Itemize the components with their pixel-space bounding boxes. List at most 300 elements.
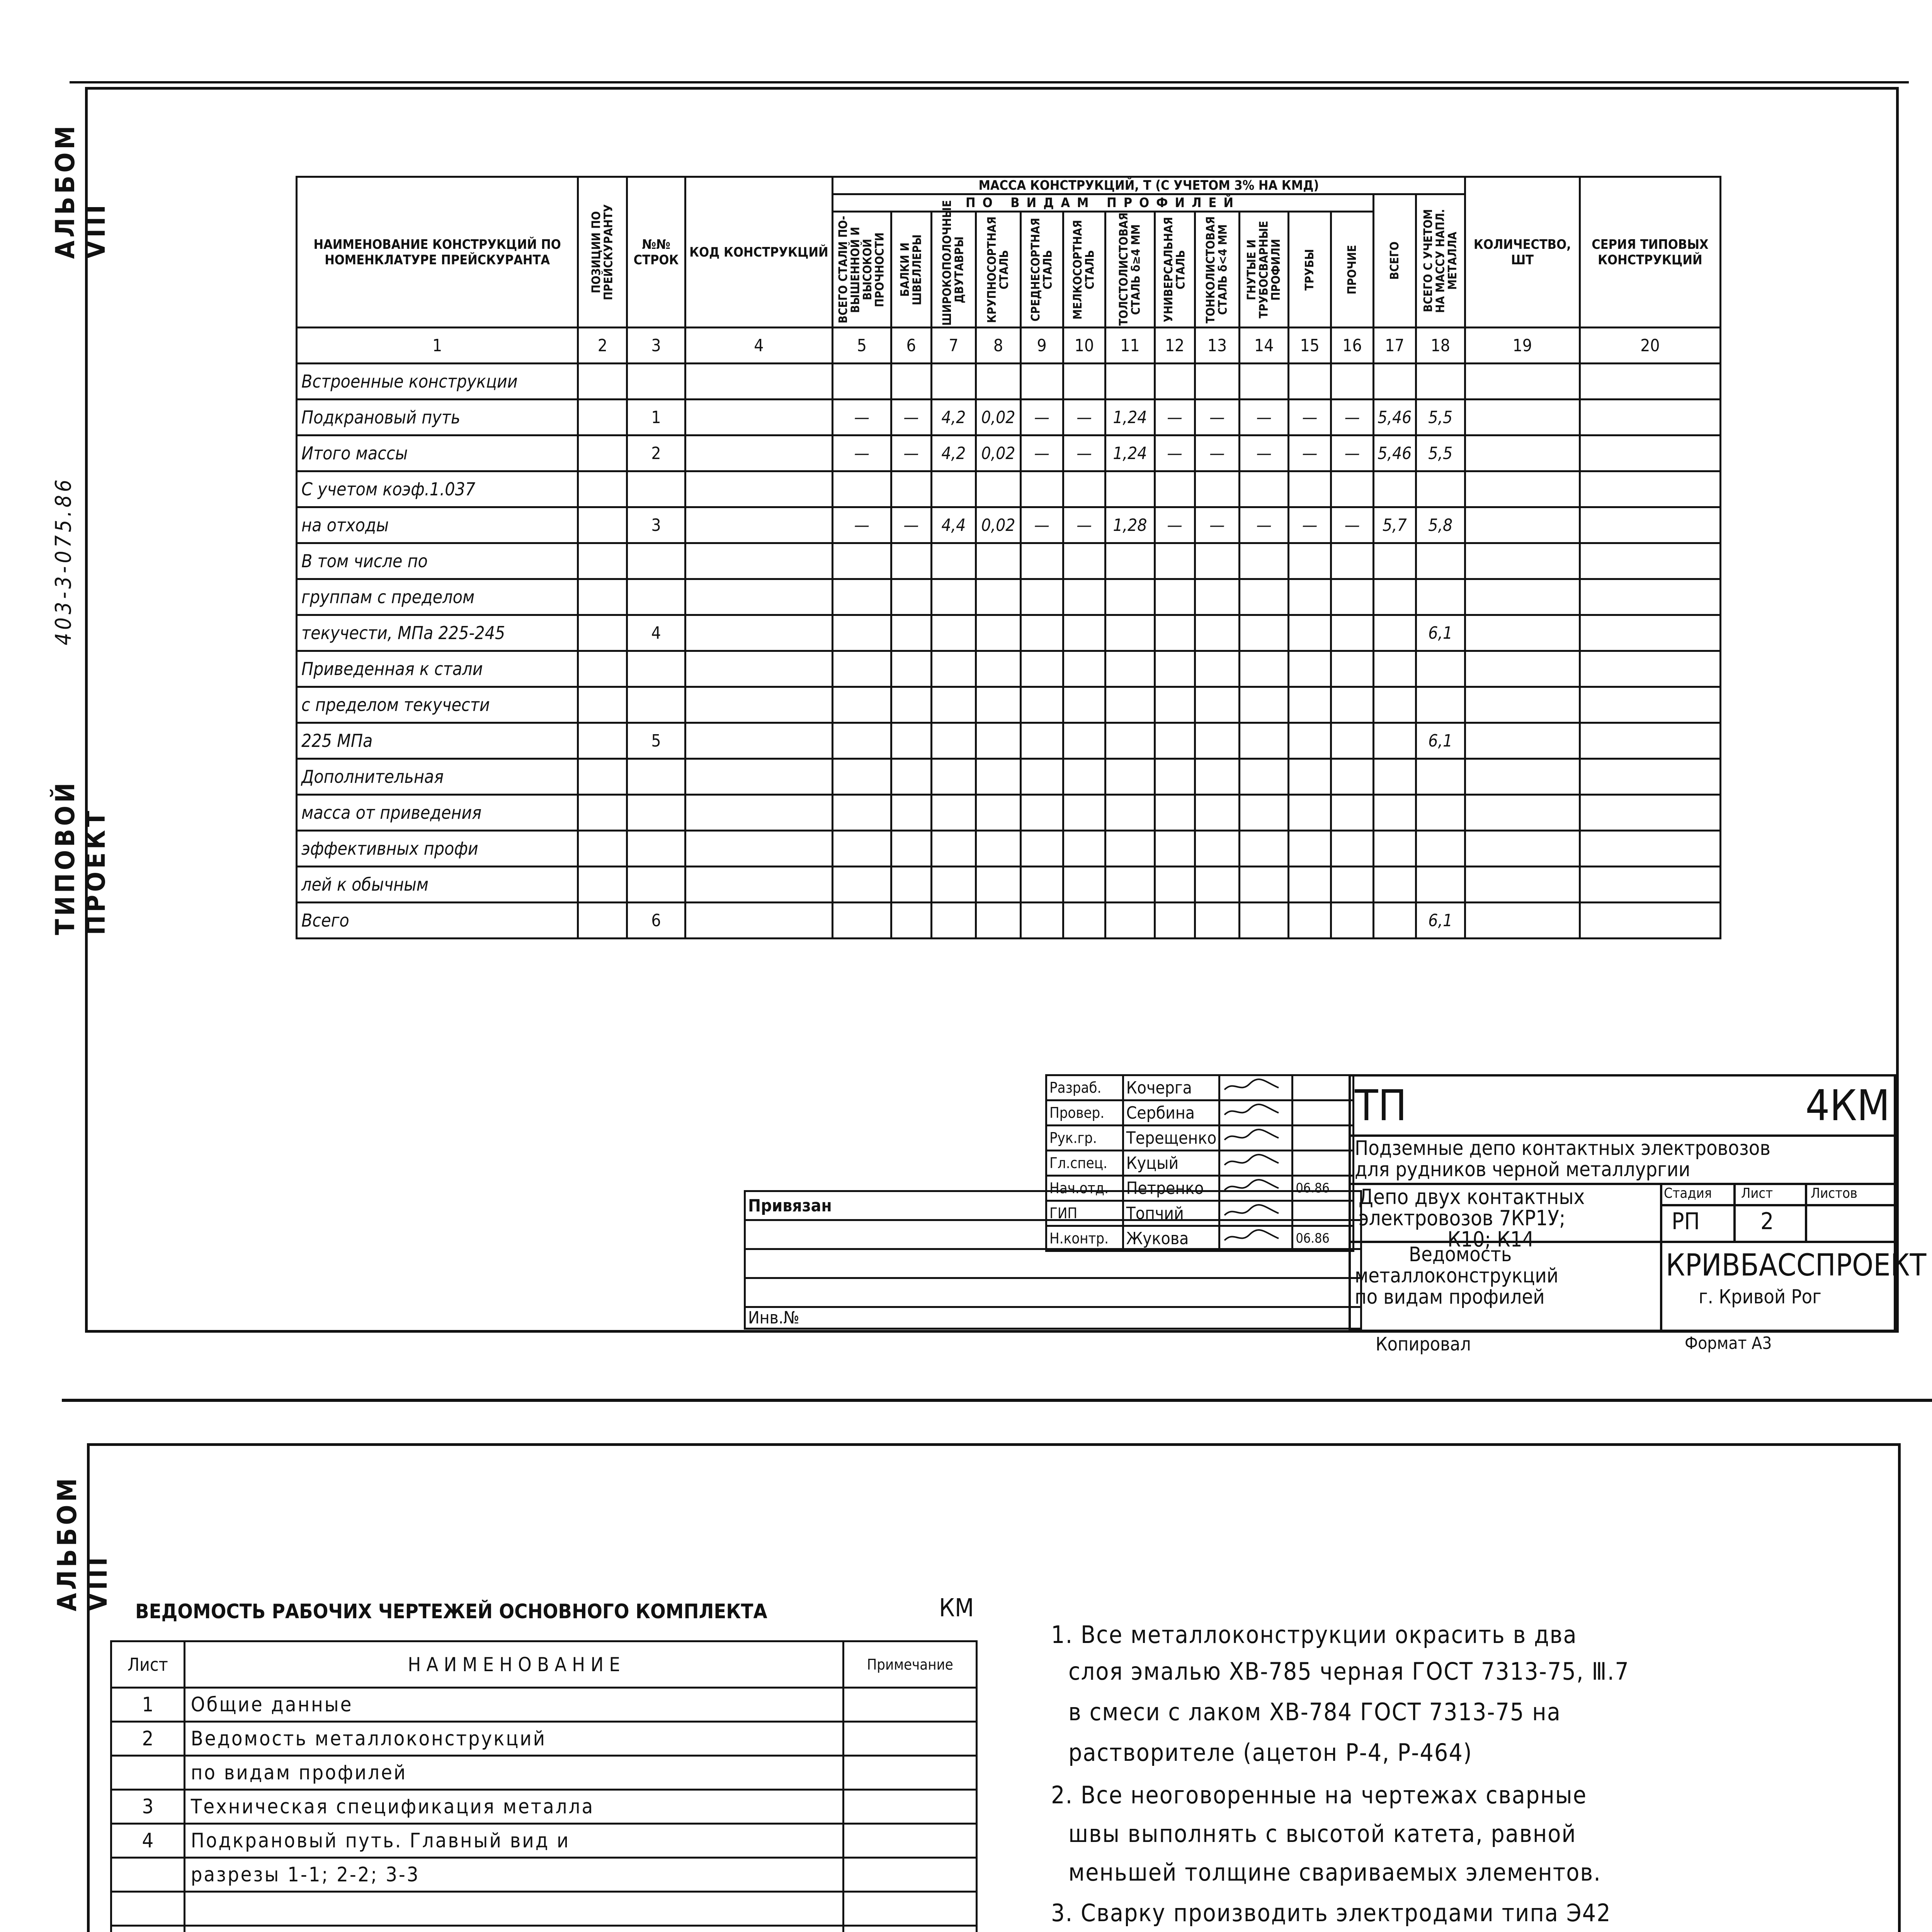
cell-value: — [833,435,891,471]
cell-value [931,579,976,615]
cell-value: — [1020,400,1063,435]
signer-date [1293,1126,1354,1151]
cell-value: — [1020,435,1063,471]
cell-value [1063,867,1105,903]
cell-value [976,471,1021,507]
tp-label: ТП [1355,1081,1407,1130]
cell-value [1020,543,1063,579]
list-sheet-title: Общие данные [184,1688,844,1722]
cell-value: 0,02 [976,507,1021,543]
cell-value [931,615,976,651]
cell-name: В том числе по [297,543,578,579]
cell-value: — [1331,400,1374,435]
col-number: 18 [1416,328,1465,364]
cell-value [1465,471,1580,507]
cell-value [1195,364,1240,400]
table-row [297,435,1721,471]
cell-value [833,795,891,831]
cell-value [891,759,931,795]
cell-value [1105,651,1155,687]
cell-value: 6,1 [1416,615,1465,651]
cell-value [1331,831,1374,867]
hc10 [1289,212,1331,328]
note-line: растворителе (ацетон Р-4, Р-464) [1068,1738,1473,1767]
cell-value [1105,579,1155,615]
cell-value [1416,795,1465,831]
cell-n: 6 [627,903,685,939]
cell-value [833,543,891,579]
vdivider [1733,1183,1736,1241]
cell-empty [578,579,627,615]
signature-mark [1223,1229,1281,1244]
hc9 [1240,212,1289,328]
list-row [111,1892,977,1926]
cell-value [1020,579,1063,615]
col-number: 4 [685,328,832,364]
note-line: швы выполнять с высотой катета, равной [1068,1820,1577,1848]
cell-empty [578,651,627,687]
sheet-1-side-code: 403-3-075.86 [51,476,76,645]
table-row [297,723,1721,759]
list-row [111,1858,977,1892]
doc-line-3: по видам профилей [1355,1286,1545,1309]
cell-value: — [1195,507,1240,543]
table-row [297,579,1721,615]
cell-name: Подкрановый путь [297,400,578,435]
cell-value [1465,687,1580,723]
cell-value [976,364,1021,400]
cell-value [1331,471,1374,507]
col-number: 17 [1373,328,1416,364]
cell-value [1580,543,1720,579]
cell-value [1155,831,1195,867]
cell-value [1105,759,1155,795]
signer-signature [1219,1201,1293,1226]
note-line: 2. Все неоговоренные на чертежах сварные [1051,1781,1587,1809]
cell-value [1063,759,1105,795]
cell-value [1373,579,1416,615]
signer-name: Куцый [1123,1151,1219,1176]
cell-empty [685,903,832,939]
cell-value [976,795,1021,831]
col-number: 20 [1580,328,1720,364]
cell-name: Встроенные конструкции [297,364,578,400]
cell-value [833,867,891,903]
cell-value [1240,651,1289,687]
cell-value [1020,723,1063,759]
cell-empty [685,651,832,687]
signer-date [1293,1100,1354,1126]
cell-name: на отходы [297,507,578,543]
col-number: 10 [1063,328,1105,364]
signer-role: Гл.спец. [1046,1151,1123,1176]
list-sheet-title [184,1926,844,1932]
cell-value [1289,867,1331,903]
cell-value [976,903,1021,939]
col-number: 3 [627,328,685,364]
doc-code: 4КМ [1805,1081,1890,1130]
cell-value [1465,364,1580,400]
cell-empty [685,507,832,543]
cell-value [1195,615,1240,651]
cell-value [1063,795,1105,831]
table-row [297,795,1721,831]
cell-value [891,795,931,831]
sheet-value: 2 [1760,1208,1774,1235]
cell-value: — [833,507,891,543]
cell-value: 4,4 [931,507,976,543]
cell-value [891,543,931,579]
cell-value [976,867,1021,903]
cell-value [891,651,931,687]
cell-value [1416,759,1465,795]
cell-n: 2 [627,435,685,471]
list-sheet-note [844,1824,977,1858]
col-number: 1 [297,328,578,364]
cell-value [833,687,891,723]
cell-n [627,795,685,831]
cell-value [891,687,931,723]
cell-empty [578,687,627,723]
cell-value [1063,364,1105,400]
cell-empty [578,615,627,651]
cell-value: — [1240,507,1289,543]
cell-value [1373,615,1416,651]
header-col: ГНУТЫЕ И ТРУБОСВАРНЫЕ ПРОФИЛИ [1245,221,1283,318]
cell-value [1465,723,1580,759]
header-num: №№ СТРОК [627,177,685,328]
cell-value [833,651,891,687]
col-number: 7 [931,328,976,364]
cell-n: 4 [627,615,685,651]
signer-role: Рук.гр. [1046,1126,1123,1151]
cell-value [1465,507,1580,543]
cell-value [1373,471,1416,507]
cell-value [1020,687,1063,723]
cell-value: 1,24 [1105,400,1155,435]
cell-value: — [1063,507,1105,543]
cell-empty [685,795,832,831]
hc5 [1063,212,1105,328]
cell-value: — [1240,435,1289,471]
cell-value [1240,795,1289,831]
cell-empty [685,867,832,903]
sub-line-2: электровозов 7КР1У; [1359,1206,1566,1230]
hc8 [1195,212,1240,328]
list-sheet-num: 1 [111,1688,185,1722]
cell-n [627,543,685,579]
divider [1660,1204,1894,1206]
signer-signature [1219,1100,1293,1126]
header-code: КОД КОНСТРУКЦИЙ [685,177,832,328]
cell-value [1580,723,1720,759]
hc7 [1155,212,1195,328]
cell-value [931,687,976,723]
list-sheet-note [844,1756,977,1790]
signature-mark [1223,1179,1281,1194]
cell-value: — [1289,435,1331,471]
cell-value [976,759,1021,795]
cell-value [1580,867,1720,903]
cell-value [1240,831,1289,867]
cell-value [931,723,976,759]
cell-value [1195,579,1240,615]
cell-value [891,364,931,400]
cell-value [1289,364,1331,400]
cell-value [1240,867,1289,903]
hc1 [891,212,931,328]
cell-value [1155,687,1195,723]
cell-name: эффективных профи [297,831,578,867]
doc-line-2: металлоконструкций [1355,1264,1559,1287]
cell-value [1416,543,1465,579]
cell-value [1331,543,1374,579]
cell-value [1416,579,1465,615]
cell-value [931,903,976,939]
signer-role: Разраб. [1046,1075,1123,1100]
list-row [111,1926,977,1932]
signer-signature [1219,1075,1293,1100]
cell-value [1465,543,1580,579]
signer-role: Провер. [1046,1100,1123,1126]
cell-value: — [1063,435,1105,471]
cell-value [1020,867,1063,903]
signer-name: Топчий [1123,1201,1219,1226]
cell-value [1195,867,1240,903]
cell-value [1465,759,1580,795]
note-line: 1. Все металлоконструкции окрасить в два [1051,1621,1577,1649]
cell-value: 1,24 [1105,435,1155,471]
hc2 [931,200,976,328]
cell-name: с пределом текучести [297,687,578,723]
signer-name: Сербина [1123,1100,1219,1126]
cell-value: 6,1 [1416,723,1465,759]
cell-value [833,364,891,400]
header-qty: КОЛИЧЕСТВО, ШТ [1465,177,1580,328]
list-sheet-title: по видам профилей [184,1756,844,1790]
cell-value [1020,903,1063,939]
cell-value [1289,759,1331,795]
signer-date [1293,1075,1354,1100]
header-name: НАИМЕНОВАНИЕ КОНСТРУКЦИЙ ПО НОМЕНКЛАТУРЕ ПРЕЙСКУРАНТА [297,177,578,328]
cell-empty [578,795,627,831]
signer-signature [1219,1176,1293,1201]
cell-value [1416,651,1465,687]
cell-value [931,471,976,507]
cell-value [1373,759,1416,795]
cell-value [1105,543,1155,579]
cell-value [976,543,1021,579]
cell-empty [578,400,627,435]
list-row [111,1688,977,1722]
cell-value: 5,5 [1416,400,1465,435]
cell-value [976,831,1021,867]
cell-value [1580,795,1720,831]
cell-value: — [1155,435,1195,471]
cell-value [1465,831,1580,867]
cell-value [1155,543,1195,579]
cell-value: — [1195,435,1240,471]
cell-value [1373,903,1416,939]
org-city: г. Кривой Рог [1699,1286,1821,1308]
table-row [297,903,1721,939]
cell-name: Итого массы [297,435,578,471]
cell-value [1240,723,1289,759]
title-line-2: для рудников черной металлургии [1355,1158,1690,1181]
cell-value [1240,364,1289,400]
cell-value [833,903,891,939]
cell-empty [578,759,627,795]
cell-value: 1,28 [1105,507,1155,543]
cell-value [1105,471,1155,507]
stage-header: Стадия [1664,1185,1712,1201]
cell-value [976,579,1021,615]
cell-value: — [1155,400,1195,435]
cell-value: 5,8 [1416,507,1465,543]
list-sheet-num: 3 [111,1790,185,1824]
cell-value [1580,759,1720,795]
signer-name: Кочерга [1123,1075,1219,1100]
cell-value [1155,723,1195,759]
cell-value [1373,364,1416,400]
cell-value [1416,687,1465,723]
cell-n: 1 [627,400,685,435]
cell-name: масса от приведения [297,795,578,831]
list-title: ВЕДОМОСТЬ РАБОЧИХ ЧЕРТЕЖЕЙ ОСНОВНОГО КОМПЛЕКТА [135,1600,767,1623]
cell-value [1373,831,1416,867]
header-col: ТОЛСТОЛИСТОВАЯ СТАЛЬ δ≥4 ММ [1117,212,1143,326]
cell-value [1063,543,1105,579]
cell-value [976,615,1021,651]
cell-value: 4,2 [931,400,976,435]
list-sheet-num [111,1926,185,1932]
cell-value [1416,867,1465,903]
cell-value [1240,579,1289,615]
cell-empty [578,435,627,471]
table-row [297,471,1721,507]
hc11 [1331,212,1374,328]
col-number: 13 [1195,328,1240,364]
cell-value [931,364,976,400]
cell-value [833,471,891,507]
cell-value [1289,615,1331,651]
hc4 [1020,212,1063,328]
cell-value: — [891,400,931,435]
table-row [297,831,1721,867]
cell-value: — [1331,507,1374,543]
cell-value [931,543,976,579]
cell-value [1240,471,1289,507]
note-line: в смеси с лаком ХВ-784 ГОСТ 7313-75 на [1068,1698,1561,1726]
list-sheet-title: Ведомость металлоконструкций [184,1722,844,1756]
signer-row [1046,1176,1354,1201]
list-sheet-title: Подкрановый путь. Главный вид и [184,1824,844,1858]
vdivider [1805,1183,1807,1241]
cell-value [1020,795,1063,831]
cell-value [891,723,931,759]
cell-empty [578,471,627,507]
cell-value [976,651,1021,687]
cell-value [1331,615,1374,651]
cell-value [1155,867,1195,903]
cell-value [1105,364,1155,400]
table-row [297,400,1721,435]
cell-empty [685,471,832,507]
cell-value: — [1020,507,1063,543]
list-sheet-note [844,1722,977,1756]
cell-value [931,759,976,795]
cell-value: 5,5 [1416,435,1465,471]
cell-value [1195,831,1240,867]
doc-line-1: Ведомость [1409,1243,1512,1266]
cell-empty [578,831,627,867]
list-sheet-note [844,1790,977,1824]
cell-value [1331,903,1374,939]
signer-name: Петренко [1123,1176,1219,1201]
cell-n [627,364,685,400]
cell-empty [578,903,627,939]
col-number: 11 [1105,328,1155,364]
cell-value [1063,831,1105,867]
cell-value [1195,471,1240,507]
cell-value [1580,903,1720,939]
cell-empty [578,507,627,543]
cell-n [627,471,685,507]
cell-value [1155,795,1195,831]
table-row [297,543,1721,579]
cell-value: 0,02 [976,435,1021,471]
cell-n [627,831,685,867]
cell-value [1063,723,1105,759]
cell-value [1105,687,1155,723]
cell-value [1580,471,1720,507]
cell-value: — [891,507,931,543]
cell-value [1155,579,1195,615]
col-number: 19 [1465,328,1580,364]
signer-date: 06.86 [1293,1176,1354,1201]
cell-value [833,723,891,759]
cell-value [1155,903,1195,939]
table-row [297,759,1721,795]
cell-empty [685,687,832,723]
cell-name: текучести, МПа 225-245 [297,615,578,651]
cell-name: Приведенная к стали [297,651,578,687]
signature-mark [1223,1078,1281,1094]
cell-value [931,651,976,687]
cell-value [1020,471,1063,507]
cell-value [1331,651,1374,687]
cell-value [1289,471,1331,507]
drawings-list-table [110,1640,978,1932]
list-sheet-num: 4 [111,1824,185,1858]
list-sheet-num [111,1892,185,1926]
list-header-sheet: Лист [111,1641,185,1688]
cell-value [1373,723,1416,759]
cell-value [1331,759,1374,795]
col-number: 6 [891,328,931,364]
cell-n [627,687,685,723]
cell-empty [685,543,832,579]
table-row [297,651,1721,687]
hc3 [976,212,1021,328]
cell-value [1020,831,1063,867]
cell-value [1105,615,1155,651]
cell-value [1416,831,1465,867]
cell-value [1063,579,1105,615]
cell-value [891,579,931,615]
col-number: 14 [1240,328,1289,364]
cell-n: 5 [627,723,685,759]
